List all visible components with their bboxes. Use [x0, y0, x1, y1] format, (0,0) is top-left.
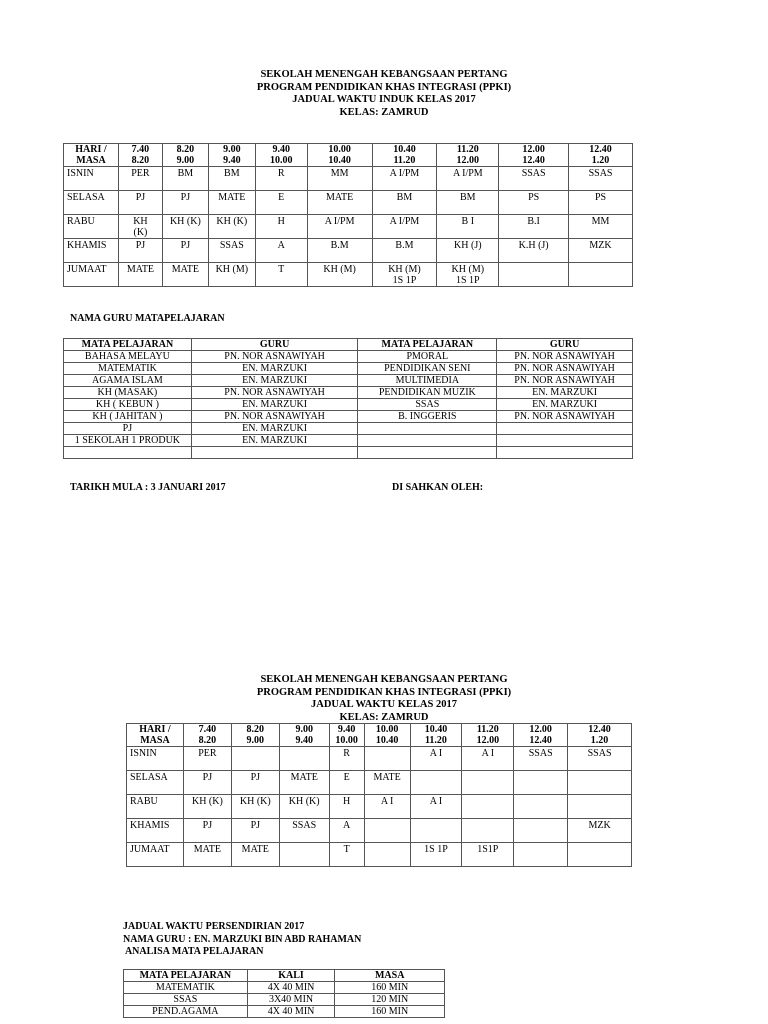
timetable2-cell: MATE	[364, 771, 410, 795]
teacher-table-cell: EN. MARZUKI	[191, 423, 358, 435]
analysis-table-cell: 3X40 MIN	[247, 994, 335, 1006]
timetable1-day-cell: KHAMIS	[64, 239, 119, 263]
timetable2-cell: T	[329, 843, 364, 867]
teacher-table-cell	[497, 423, 633, 435]
analysis-table-cell: MATEMATIK	[124, 982, 248, 994]
timetable1-cell: SSAS	[499, 167, 569, 191]
timetable2-header-cell: 8.20 9.00	[231, 724, 279, 747]
teacher-table-row	[64, 351, 633, 363]
timetable2-cell: SSAS	[568, 747, 632, 771]
program-name-2: PROGRAM PENDIDIKAN KHAS INTEGRASI (PPKI)	[256, 686, 512, 698]
teacher-table-cell: EN. MARZUKI	[497, 399, 633, 411]
timetable1-cell: BM	[372, 191, 437, 215]
teacher-table-cell: EN. MARZUKI	[191, 399, 358, 411]
timetable2-row	[127, 843, 632, 867]
analysis-table-header-cell: KALI	[247, 970, 335, 982]
teacher-table-header-cell: MATA PELAJARAN	[64, 339, 192, 351]
timetable1-header-cell: 9.00 9.40	[208, 144, 255, 167]
timetable2-header-cell: HARI / MASA	[127, 724, 184, 747]
header-main	[0, 69, 768, 119]
teachers-section-title: NAMA GURU MATAPELAJARAN	[70, 313, 225, 324]
timetable1-cell: KH (K)	[162, 215, 208, 239]
teacher-table-row	[64, 375, 633, 387]
timetable1-cell: KH (K)	[208, 215, 255, 239]
timetable1-day-cell: SELASA	[64, 191, 119, 215]
timetable2-cell	[514, 795, 568, 819]
timetable2-cell: PJ	[183, 771, 231, 795]
teacher-table-cell: B. INGGERIS	[358, 411, 497, 423]
teacher-table-cell: KH ( JAHITAN )	[64, 411, 192, 423]
analysis-table-cell: SSAS	[124, 994, 248, 1006]
timetable1-cell	[499, 263, 569, 287]
teacher-table-cell: PN. NOR ASNAWIYAH	[497, 411, 633, 423]
timetable2-cell	[514, 771, 568, 795]
analysis-table-cell: 160 MIN	[335, 982, 445, 994]
teacher-table-cell	[497, 447, 633, 459]
timetable2-cell: KH (K)	[231, 795, 279, 819]
timetable2-header-cell: 12.00 12.40	[514, 724, 568, 747]
timetable2-cell: MATE	[279, 771, 329, 795]
timetable1-cell: SSAS	[208, 239, 255, 263]
teacher-table-cell: PMORAL	[358, 351, 497, 363]
timetable1-cell: KH (M) 1S 1P	[437, 263, 499, 287]
teacher-table-cell: PN. NOR ASNAWIYAH	[497, 351, 633, 363]
timetable2-header-cell: 9.40 10.00	[329, 724, 364, 747]
timetable2-cell: MATE	[231, 843, 279, 867]
teacher-table-cell	[358, 447, 497, 459]
timetable2-header-cell: 7.40 8.20	[183, 724, 231, 747]
timetable2-cell: A I	[462, 747, 514, 771]
teacher-table-cell: EN. MARZUKI	[497, 387, 633, 399]
timetable1-cell: B.I	[499, 215, 569, 239]
timetable1-cell: MZK	[569, 239, 633, 263]
timetable1-header-cell: 11.20 12.00	[437, 144, 499, 167]
timetable2-cell: A I	[364, 795, 410, 819]
timetable2-cell: R	[329, 747, 364, 771]
timetable1-row	[64, 263, 633, 287]
timetable2-cell: PJ	[231, 771, 279, 795]
teacher-name: NAMA GURU : EN. MARZUKI BIN ABD RAHAMAN	[123, 933, 362, 945]
teacher-table-row	[64, 447, 633, 459]
teacher-table-cell: PN. NOR ASNAWIYAH	[497, 375, 633, 387]
timetable1-cell: MATE	[118, 263, 162, 287]
teacher-table-cell: EN. MARZUKI	[191, 363, 358, 375]
timetable2-cell: PER	[183, 747, 231, 771]
timetable1-cell	[569, 263, 633, 287]
timetable1-row	[64, 239, 633, 263]
timetable2-cell	[514, 843, 568, 867]
timetable2-cell: E	[329, 771, 364, 795]
timetable2-cell	[364, 819, 410, 843]
timetable2-header-cell: 10.00 10.40	[364, 724, 410, 747]
timetable2-day-cell: KHAMIS	[127, 819, 184, 843]
school-name-2: SEKOLAH MENENGAH KEBANGSAAN PERTANG	[260, 674, 508, 685]
timetable2-header-cell: 12.40 1.20	[568, 724, 632, 747]
teacher-table-cell	[64, 447, 192, 459]
timetable2-cell	[410, 771, 462, 795]
timetable2-header-cell: 9.00 9.40	[279, 724, 329, 747]
teacher-table-cell: BAHASA MELAYU	[64, 351, 192, 363]
timetable2-cell: PJ	[183, 819, 231, 843]
teacher-table-row	[64, 423, 633, 435]
teacher-table-row	[64, 399, 633, 411]
teacher-table-row	[64, 411, 633, 423]
timetable1-header-cell: 10.40 11.20	[372, 144, 437, 167]
timetable1-day-cell: RABU	[64, 215, 119, 239]
teacher-table-cell	[497, 435, 633, 447]
analysis-table-header-row	[124, 970, 445, 982]
class-timetable	[126, 723, 632, 867]
timetable2-cell	[279, 843, 329, 867]
timetable1-header-cell: 10.00 10.40	[307, 144, 372, 167]
timetable1-cell: MATE	[208, 191, 255, 215]
analysis-table-row	[124, 982, 445, 994]
teacher-table-cell: KH (MASAK)	[64, 387, 192, 399]
timetable2-cell: PJ	[231, 819, 279, 843]
timetable1-row	[64, 167, 633, 191]
timetable2-cell	[462, 795, 514, 819]
timetable1-cell: A	[255, 239, 307, 263]
teacher-table	[63, 338, 633, 459]
teacher-table-header-cell: GURU	[497, 339, 633, 351]
teacher-table-cell: PN. NOR ASNAWIYAH	[497, 363, 633, 375]
teacher-table-cell: 1 SEKOLAH 1 PRODUK	[64, 435, 192, 447]
timetable2-day-cell: ISNIN	[127, 747, 184, 771]
teacher-table-cell	[358, 423, 497, 435]
timetable2-cell	[364, 747, 410, 771]
timetable1-day-cell: ISNIN	[64, 167, 119, 191]
analysis-table-cell: PEND.AGAMA	[124, 1006, 248, 1018]
timetable1-cell: PER	[118, 167, 162, 191]
timetable2-cell: A	[329, 819, 364, 843]
start-date: TARIKH MULA : 3 JANUARI 2017	[70, 482, 226, 493]
program-name: PROGRAM PENDIDIKAN KHAS INTEGRASI (PPKI)	[256, 81, 512, 93]
timetable2-cell	[364, 843, 410, 867]
teacher-table-cell: PN. NOR ASNAWIYAH	[191, 411, 358, 423]
timetable1-cell: BM	[162, 167, 208, 191]
analysis-title: ANALISA MATA PELAJARAN	[123, 946, 264, 957]
timetable1-cell: PS	[569, 191, 633, 215]
header-class	[0, 674, 768, 724]
timetable2-header-row	[127, 724, 632, 747]
timetable1-header-cell: 7.40 8.20	[118, 144, 162, 167]
teacher-table-row	[64, 387, 633, 399]
teacher-table-header-row	[64, 339, 633, 351]
school-name: SEKOLAH MENENGAH KEBANGSAAN PERTANG	[260, 69, 508, 80]
class-name: KELAS: ZAMRUD	[339, 106, 429, 118]
timetable2-cell: A I	[410, 747, 462, 771]
timetable2-row	[127, 795, 632, 819]
timetable2-day-cell: SELASA	[127, 771, 184, 795]
timetable1-header-cell: 8.20 9.00	[162, 144, 208, 167]
analysis-table-cell: 4X 40 MIN	[247, 982, 335, 994]
personal-title: JADUAL WAKTU PERSENDIRIAN 2017	[123, 921, 305, 932]
analysis-table-cell: 160 MIN	[335, 1006, 445, 1018]
timetable1-cell: KH (M)	[307, 263, 372, 287]
timetable1-cell: PJ	[118, 191, 162, 215]
timetable1-cell: B.M	[307, 239, 372, 263]
timetable1-row	[64, 191, 633, 215]
teacher-table-cell: PJ	[64, 423, 192, 435]
teacher-table-cell: EN. MARZUKI	[191, 435, 358, 447]
timetable1-cell: R	[255, 167, 307, 191]
timetable2-cell: MZK	[568, 819, 632, 843]
timetable2-cell: KH (K)	[183, 795, 231, 819]
teacher-table-cell: SSAS	[358, 399, 497, 411]
analysis-table-header-cell: MATA PELAJARAN	[124, 970, 248, 982]
timetable2-cell: KH (K)	[279, 795, 329, 819]
timetable1-cell: A I/PM	[307, 215, 372, 239]
teacher-table-row	[64, 363, 633, 375]
teacher-table-cell: AGAMA ISLAM	[64, 375, 192, 387]
timetable2-header-cell: 11.20 12.00	[462, 724, 514, 747]
timetable2-day-cell: JUMAAT	[127, 843, 184, 867]
timetable1-cell: MATE	[162, 263, 208, 287]
timetable2-cell	[568, 771, 632, 795]
teacher-table-row	[64, 435, 633, 447]
verified-by: DI SAHKAN OLEH:	[392, 482, 484, 493]
timetable1-cell: PJ	[118, 239, 162, 263]
timetable1-cell: MATE	[307, 191, 372, 215]
class-name-2: KELAS: ZAMRUD	[339, 711, 429, 723]
timetable1-header-cell: 12.40 1.20	[569, 144, 633, 167]
timetable1-cell: BM	[208, 167, 255, 191]
timetable1-cell: A I/PM	[372, 167, 437, 191]
teacher-table-cell: PENDIDIKAN MUZIK	[358, 387, 497, 399]
timetable1-cell: MM	[569, 215, 633, 239]
timetable1-cell: B I	[437, 215, 499, 239]
timetable2-cell	[462, 819, 514, 843]
analysis-table-row	[124, 994, 445, 1006]
timetable2-cell: SSAS	[514, 747, 568, 771]
timetable2-cell: H	[329, 795, 364, 819]
teacher-table-cell: EN. MARZUKI	[191, 375, 358, 387]
teacher-table-header-cell: MATA PELAJARAN	[358, 339, 497, 351]
timetable2-row	[127, 771, 632, 795]
timetable1-cell: K.H (J)	[499, 239, 569, 263]
timetable1-cell: KH (M)	[208, 263, 255, 287]
timetable1-cell: H	[255, 215, 307, 239]
teacher-table-cell: MULTIMEDIA	[358, 375, 497, 387]
timetable1-header-row	[64, 144, 633, 167]
personal-timetable-info	[123, 921, 361, 959]
teacher-table-cell: PN. NOR ASNAWIYAH	[191, 387, 358, 399]
timetable1-cell: SSAS	[569, 167, 633, 191]
timetable1-cell: KH (M) 1S 1P	[372, 263, 437, 287]
timetable2-header-cell: 10.40 11.20	[410, 724, 462, 747]
timetable1-day-cell: JUMAAT	[64, 263, 119, 287]
timetable1-cell: E	[255, 191, 307, 215]
subject-analysis-table	[123, 969, 445, 1018]
timetable2-cell: A I	[410, 795, 462, 819]
timetable-title-2: JADUAL WAKTU KELAS 2017	[311, 699, 457, 710]
timetable1-row	[64, 215, 633, 239]
timetable2-cell: 1S1P	[462, 843, 514, 867]
analysis-table-cell: 120 MIN	[335, 994, 445, 1006]
timetable-title: JADUAL WAKTU INDUK KELAS 2017	[292, 94, 476, 105]
master-timetable	[63, 143, 633, 287]
teacher-table-cell: PENDIDIKAN SENI	[358, 363, 497, 375]
timetable2-cell	[568, 843, 632, 867]
timetable1-header-cell: 12.00 12.40	[499, 144, 569, 167]
timetable1-cell: PJ	[162, 191, 208, 215]
timetable1-cell: MM	[307, 167, 372, 191]
timetable2-cell	[410, 819, 462, 843]
teacher-table-cell: PN. NOR ASNAWIYAH	[191, 351, 358, 363]
teacher-table-cell	[191, 447, 358, 459]
timetable1-cell: PS	[499, 191, 569, 215]
timetable1-cell: B.M	[372, 239, 437, 263]
timetable2-cell: SSAS	[279, 819, 329, 843]
teacher-table-cell	[358, 435, 497, 447]
timetable2-cell	[514, 819, 568, 843]
timetable1-cell: BM	[437, 191, 499, 215]
timetable2-day-cell: RABU	[127, 795, 184, 819]
analysis-table-cell: 4X 40 MIN	[247, 1006, 335, 1018]
timetable1-header-cell: 9.40 10.00	[255, 144, 307, 167]
timetable2-cell	[568, 795, 632, 819]
timetable2-cell	[231, 747, 279, 771]
timetable1-cell: A I/PM	[372, 215, 437, 239]
timetable2-cell: MATE	[183, 843, 231, 867]
timetable1-cell: PJ	[162, 239, 208, 263]
analysis-table-row	[124, 1006, 445, 1018]
timetable1-cell: KH (J)	[437, 239, 499, 263]
timetable1-cell: KH (K)	[118, 215, 162, 239]
analysis-table-header-cell: MASA	[335, 970, 445, 982]
timetable2-row	[127, 747, 632, 771]
teacher-table-header-cell: GURU	[191, 339, 358, 351]
teacher-table-cell: MATEMATIK	[64, 363, 192, 375]
timetable1-cell: T	[255, 263, 307, 287]
timetable2-cell	[462, 771, 514, 795]
timetable2-cell: 1S 1P	[410, 843, 462, 867]
timetable2-row	[127, 819, 632, 843]
timetable1-cell: A I/PM	[437, 167, 499, 191]
timetable1-header-cell: HARI / MASA	[64, 144, 119, 167]
teacher-table-cell: KH ( KEBUN )	[64, 399, 192, 411]
timetable2-cell	[279, 747, 329, 771]
